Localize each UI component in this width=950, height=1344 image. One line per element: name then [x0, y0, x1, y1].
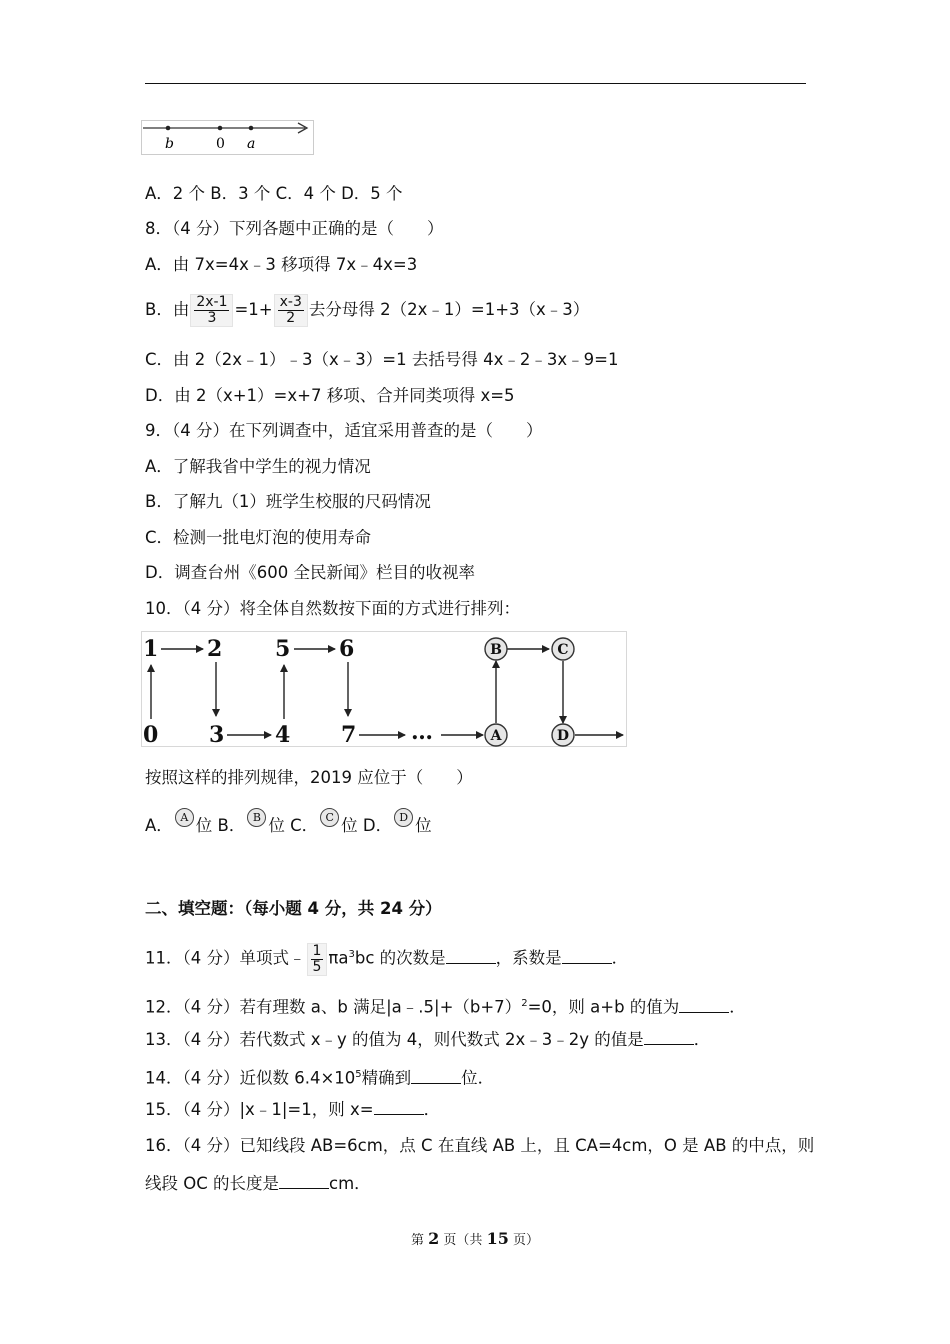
q11-blank-1 [446, 949, 496, 964]
q11-prefix: 11．（4 分）单项式﹣ [145, 948, 306, 968]
letter-d: D [556, 728, 570, 744]
q11-frac-den: 5 [312, 958, 322, 975]
circle-c-icon: C [320, 808, 339, 827]
number-line-figure [141, 120, 316, 156]
q11-pi-a: πa [328, 948, 349, 968]
q11-end: ． [611, 948, 629, 968]
q10-opt-c-suffix: 位 D． [341, 816, 393, 835]
q14-end: 位． [461, 1068, 495, 1088]
q8-b-frac1-den: 3 [207, 310, 217, 326]
q10-opt-a-suffix: 位 B． [195, 816, 246, 835]
q12-abs: |a﹣.5| [386, 997, 440, 1017]
q16-prefix: 线段 OC 的长度是 [145, 1174, 279, 1193]
q14-exponent: 5 [355, 1069, 362, 1080]
q7-options: A．2 个 B．3 个 C．4 个 D．5 个 [145, 184, 403, 203]
q12-end: ． [729, 997, 746, 1017]
q8-b-fraction-1 [190, 294, 233, 327]
q12-rest: =0，则 a+b 的值为 [527, 997, 680, 1017]
label-b: b [165, 136, 174, 152]
q10-arrangement-diagram [141, 631, 629, 749]
q12 [145, 993, 746, 1019]
footer-mid: 页（共 [439, 1233, 487, 1248]
label-a: a [247, 136, 256, 152]
q16-line-2 [145, 1173, 371, 1195]
q13-end: ． [693, 1030, 711, 1049]
q8-b-frac2-num: x-3 [279, 294, 302, 310]
q16-line-1: 16．（4 分）已知线段 AB=6cm，点 C 在直线 AB 上，且 CA=4cm，O 是 AB 的中点，则 [145, 1136, 815, 1155]
q8-option-c: C．由 2（2x﹣1）﹣3（x﹣3）=1 去括号得 4x﹣2﹣3x﹣9=1 [145, 350, 619, 369]
q12-prefix: 12．（4 分）若有理数 a、b 满足 [145, 997, 387, 1017]
q8-b-frac2-den: 2 [286, 310, 296, 326]
q10-opt-d-suffix: 位 [415, 816, 432, 835]
q13-prefix: 13．（4 分）若代数式 x﹣y 的值为 4，则代数式 2x﹣3﹣2y 的值是 [145, 1030, 644, 1049]
q12-blank [679, 998, 729, 1013]
num-2: 2 [207, 636, 223, 662]
q10-question: 按照这样的排列规律，2019 应位于（ ） [145, 768, 473, 787]
num-6: 6 [339, 636, 355, 662]
point-a [249, 126, 254, 131]
q8-b-frac1-num: 2x-1 [196, 294, 228, 310]
q14-prefix: 14．（4 分）近似数 6.4×10 [145, 1068, 356, 1088]
label-0: 0 [216, 136, 225, 152]
num-0: 0 [143, 722, 159, 748]
q8-option-d: D．由 2（x+1）=x+7 移项、合并同类项得 x=5 [145, 386, 515, 405]
q15-prefix: 15．（4 分） [145, 1100, 240, 1119]
q11-frac-num: 1 [312, 942, 322, 959]
page-footer [0, 1229, 950, 1248]
q11-blank-2 [562, 949, 612, 964]
q15-blank [374, 1100, 424, 1115]
footer-page-number: 2 [428, 1229, 440, 1248]
num-3: 3 [209, 722, 225, 748]
point-b [166, 126, 171, 131]
q14-mid: 精确到 [361, 1068, 412, 1088]
header-rule [145, 83, 806, 84]
q9-option-b: B．了解九（1）班学生校服的尺码情况 [145, 492, 431, 511]
q11 [145, 935, 628, 979]
q11-mid: ，系数是 [495, 948, 562, 968]
q8-b-mid: =1+ [234, 300, 273, 319]
num-1: 1 [143, 636, 159, 662]
q9-option-c: C．检测一批电灯泡的使用寿命 [145, 528, 372, 547]
circle-d-icon: D [394, 808, 413, 827]
q9-option-a: A．了解我省中学生的视力情况 [145, 457, 371, 476]
q9-stem: 9．（4 分）在下列调查中，适宜采用普查的是（ ） [145, 421, 543, 440]
q11-fraction [307, 943, 328, 976]
ellipsis: … [411, 719, 433, 745]
num-7: 7 [341, 722, 357, 748]
q14-blank [411, 1069, 461, 1084]
q11-bc: bc 的次数是 [354, 948, 446, 968]
circle-b-icon: B [247, 808, 266, 827]
letter-b: B [490, 642, 502, 658]
q8-b-prefix: B．由 [145, 300, 190, 319]
q9-option-d: D．调查台州《600 全民新闻》栏目的收视率 [145, 563, 475, 582]
q13-blank [644, 1030, 694, 1045]
q11-exponent: 3 [348, 949, 355, 960]
q12-mid: +（b+7） [439, 997, 522, 1017]
q10-opt-b-suffix: 位 C． [268, 816, 319, 835]
footer-pre: 第 [411, 1233, 429, 1248]
q8-b-fraction-2 [274, 294, 308, 327]
q15 [145, 1099, 440, 1121]
q15-abs: |x﹣1| [239, 1100, 288, 1119]
section-2-title: 二、填空题：（每小题 4 分，共 24 分） [145, 899, 442, 918]
q8-b-suffix: 去分母得 2（2x﹣1）=1+3（x﹣3） [308, 300, 590, 319]
q12-exponent: 2 [521, 998, 528, 1009]
q15-end: ． [423, 1100, 441, 1119]
footer-total-pages: 15 [486, 1229, 509, 1248]
letter-c: C [557, 642, 569, 658]
num-5: 5 [275, 636, 291, 662]
q16-blank [279, 1174, 329, 1189]
point-0 [218, 126, 223, 131]
q8-option-b [145, 290, 589, 330]
q14 [145, 1064, 494, 1090]
footer-post: 页） [508, 1233, 539, 1248]
q15-rest: =1，则 x= [287, 1100, 374, 1119]
q10-stem: 10．（4 分）将全体自然数按下面的方式进行排列： [145, 599, 520, 618]
q10-opt-a-label: A． [145, 816, 173, 835]
num-4: 4 [275, 722, 291, 748]
q8-option-a: A．由 7x=4x﹣3 移项得 7x﹣4x=3 [145, 255, 418, 274]
q10-options [145, 808, 432, 843]
q8-stem: 8．（4 分）下列各题中正确的是（ ） [145, 219, 444, 238]
letter-a: A [490, 728, 502, 744]
q13 [145, 1029, 710, 1051]
circle-a-icon: A [175, 808, 194, 827]
q16-end: cm． [329, 1174, 371, 1193]
